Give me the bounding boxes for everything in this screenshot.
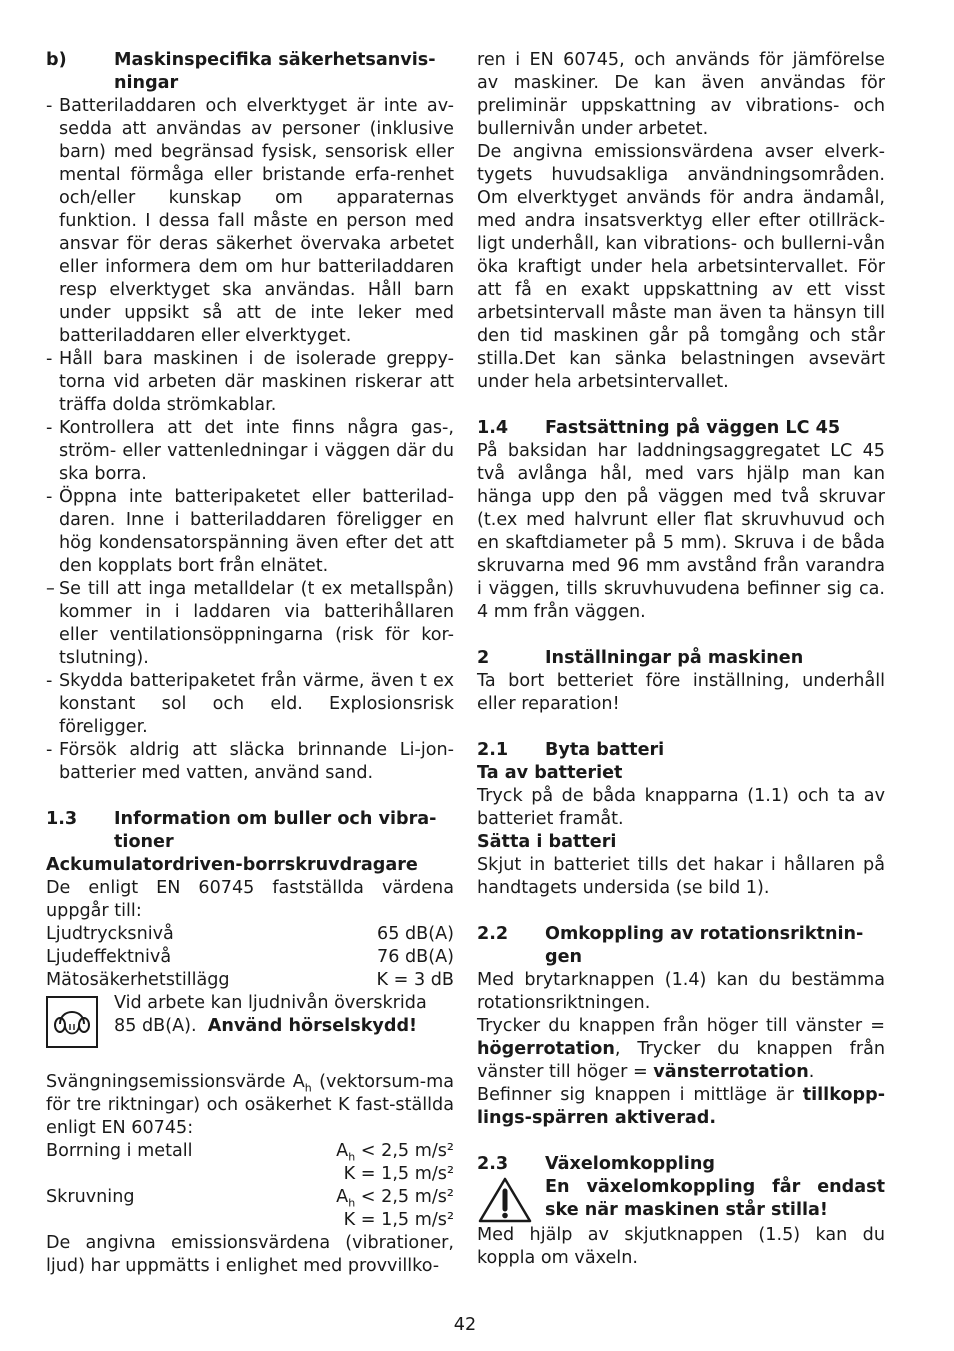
paragraph: De enligt EN 60745 fastställda värdena uppgår till: bbox=[46, 878, 454, 921]
section-2-3-heading: 2.3 Växelomkoppling bbox=[477, 1154, 715, 1174]
section-2-heading: 2 Inställningar på maskinen bbox=[477, 648, 804, 668]
spec-row: Ljudtrycksnivå 65 dB(A) bbox=[46, 924, 454, 944]
list-item: - Batteriladdaren och elverktyget är inte av-sedda att användas av personer (inklusive barn) med begränsad fysisk, sensorisk eller mental förmåga eller bristande erfa-renhet och/eller kunskap om apparaternas funktion. I dessa fall måste en person med ansvar för deras säkerhet övervaka arbetet eller informera dem om hur batteriladdaren resp elverktyget ska användas. Håll barn under uppsikt så att de inte leker med batteriladdaren eller elverktyget. bbox=[46, 96, 454, 346]
list-item: – Se till att inga metalldelar (t ex metallspån) kommer in i laddaren via batterihållaren eller ventilationsöppningarna (risk för kor-tslutning). bbox=[46, 579, 454, 668]
warning-triangle-icon bbox=[477, 1176, 533, 1224]
hearing-notice bbox=[46, 992, 454, 1048]
hearing-warning: Använd hörselskydd! bbox=[207, 1016, 418, 1036]
section-1-4-heading: 1.4 Fastsättning på väggen LC 45 bbox=[477, 418, 841, 438]
paragraph: Skjut in batteriet tills det hakar i hållaren på handtagets undersida (se bild 1). bbox=[477, 855, 885, 898]
hearing-text: Vid arbete kan ljudnivån överskrida 85 dB(A). bbox=[114, 993, 427, 1036]
section-number: b) bbox=[46, 50, 67, 70]
list-item: - Kontrollera att det inte finns några gas-, ström- eller vattenledningar i väggen där du ska borra. bbox=[46, 418, 454, 484]
subheading: Ackumulatordriven-borrskruvdragare bbox=[46, 855, 418, 875]
list-item: - Öppna inte batteripaketet eller batterilad-daren. Inne i batteriladdaren föreligger en hög kondensatorspänning även efter det att den kopplats bort från elnätet. bbox=[46, 487, 454, 576]
section-number: 1.3 bbox=[46, 809, 78, 829]
warning-text: En växelomkoppling får endast ske när maskinen står stilla! bbox=[545, 1177, 885, 1220]
section-1-3-heading bbox=[46, 808, 454, 854]
subheading: Sätta i batteri bbox=[477, 832, 617, 852]
subheading: Ta av batteriet bbox=[477, 763, 623, 783]
right-column bbox=[477, 49, 885, 1270]
page-number: 42 bbox=[453, 1315, 477, 1335]
section-2-1-heading: 2.1 Byta batteri bbox=[477, 740, 665, 760]
section-title: Maskinspecifika säkerhetsanvis-ningar bbox=[114, 50, 436, 93]
paragraph: ren i EN 60745, och används för jämförelse av maskiner. De kan även användas för preliminär uppskattning av vibrations- och bullernivån under arbetet. bbox=[477, 50, 885, 139]
spec-row: Mätosäkerhetstillägg K = 3 dB bbox=[46, 970, 454, 990]
paragraph: Med brytarknappen (1.4) kan du bestämma rotationsriktningen. bbox=[477, 970, 885, 1013]
vibration-row: Skruvning $A_h < 2,5$ m/s² K = 1,5 m/s² bbox=[46, 1187, 454, 1230]
list-item: - Håll bara maskinen i de isolerade greppy-torna vid arbeten där maskinen riskerar att träffa dolda strömkablar. bbox=[46, 349, 454, 415]
paragraph: De angivna emissionsvärdena (vibrationer, ljud) har uppmätts i enlighet med provvillko- bbox=[46, 1233, 454, 1276]
paragraph: De angivna emissionsvärdena avser elverk-tygets huvudsakliga användningsområden. Om elverktyget används för andra ändamål, med andra insatsverktyg eller efter otillräck-ligt underhåll, kan vibrations- och bullerni-vån öka kraftigt under hela arbetsintervallet. För att få en exakt uppskattning av ett visst arbetsintervall måste man även ta hänsyn till den tid maskinen går på tomgång och står stilla.Det kan sänka belastningen avsevärt under hela arbetsintervallet. bbox=[477, 142, 885, 392]
paragraph: Med hjälp av skjutknappen (1.5) kan du koppla om växeln. bbox=[477, 1225, 885, 1268]
list-item: - Försök aldrig att släcka brinnande Li-jon-batterier med vatten, använd sand. bbox=[46, 740, 454, 783]
section-2-2-heading: 2.2 Omkoppling av rotationsriktnin-gen bbox=[477, 924, 864, 967]
paragraph: Befinner sig knappen i mittläge är tillkopp-lings-spärren aktiverad. bbox=[477, 1085, 885, 1128]
ear-protection-icon bbox=[46, 996, 98, 1048]
list-item: - Skydda batteripaketet från värme, även t ex konstant sol och eld. Explosionsrisk föreligger. bbox=[46, 671, 454, 737]
vibration-intro: Svängningsemissionsvärde $A_h$ (vektorsum-ma för tre riktningar) och osäkerhet K fast-ställda enligt EN 60745: bbox=[46, 1072, 454, 1138]
vibration-row: Borrning i metall $A_h < 2,5$ m/s² K = 1,5 m/s² bbox=[46, 1141, 454, 1184]
spec-row: Ljudeffektnivå 76 dB(A) bbox=[46, 947, 454, 967]
paragraph: Ta bort betteriet före inställning, underhåll eller reparation! bbox=[477, 671, 885, 714]
paragraph: Tryck på de båda knapparna (1.1) och ta av batteriet framåt. bbox=[477, 786, 885, 829]
left-column bbox=[46, 49, 454, 1278]
section-title: Information om buller och vibra-tioner bbox=[114, 809, 437, 852]
section-b-heading bbox=[46, 49, 454, 95]
warning-notice bbox=[477, 1176, 885, 1224]
paragraph: På baksidan har laddningsaggregatet LC 45 två avlånga hål, med vars hjälp man kan hänga upp den på väggen med två skruvar (t.ex med halvrunt eller flat skruvhuvud och en skaftdiameter på 5 mm). Skruva i de båda skruvarna med 96 mm avstånd från varandra i väggen, tills skruvhuvudena befinner sig ca. 4 mm från väggen. bbox=[477, 441, 885, 622]
paragraph: Trycker du knappen från höger till vänster = högerrotation, Trycker du knappen från vänster till höger = vänsterrotation. bbox=[477, 1016, 885, 1082]
